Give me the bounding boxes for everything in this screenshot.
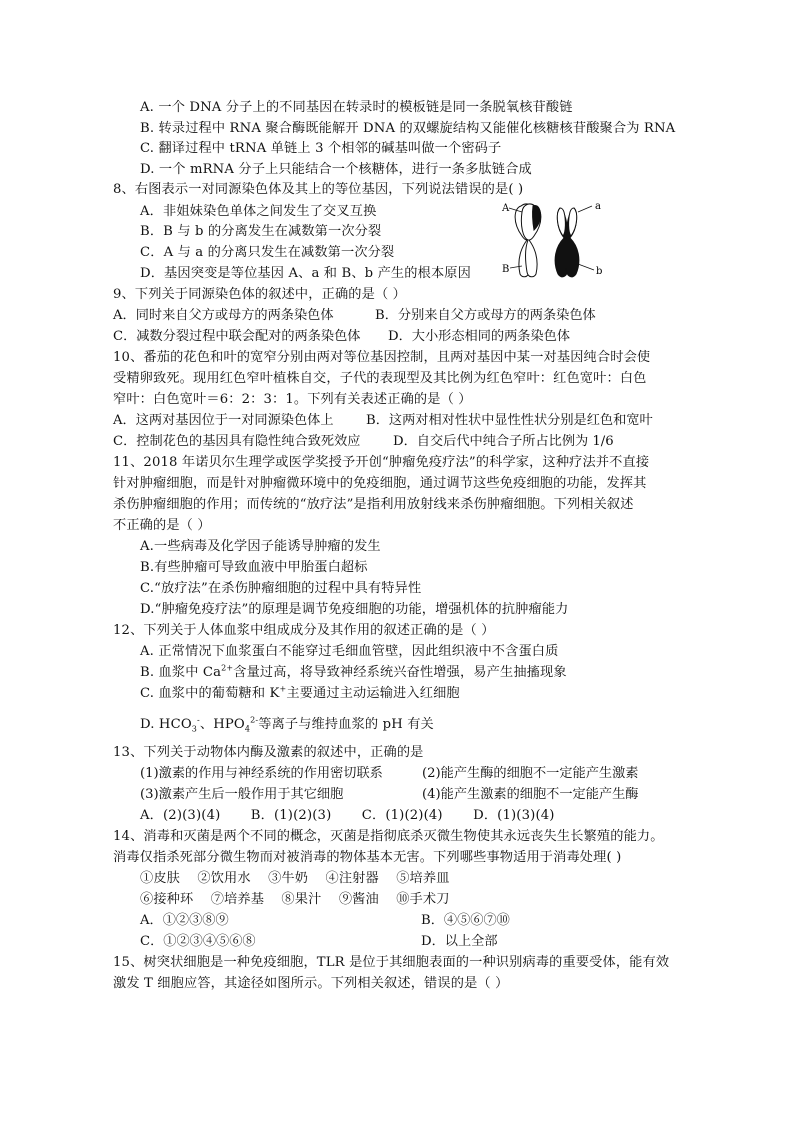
q14-items-row2: ⑥接种环 ⑦培养基 ⑧果汁 ⑨酱油 ⑩手术刀 [140, 892, 450, 907]
q13-stem: 13、下列关于动物体内酶及激素的叙述中，正确的是 [113, 745, 424, 760]
q8-option-c: C．A 与 a 的分离只发生在减数第一次分裂 [140, 245, 395, 260]
q11-stem-line1: 11、2018 年诺贝尔生理学或医学奖授予开创“肿瘤免疫疗法”的科学家，这种疗法并不直接 [113, 455, 650, 470]
q14-option-d: D．以上全部 [421, 934, 498, 949]
q13-statement-2: (2)能产生酶的细胞不一定能产生激素 [422, 766, 639, 781]
q10-stem-line3: 窄叶：白色宽叶＝6：2：3：1。下列有关表述正确的是（ ） [113, 392, 472, 407]
q7-option-c: C. 翻译过程中 tRNA 单链上 3 个相邻的碱基叫做一个密码子 [140, 141, 502, 156]
q14-stem-line2: 消毒仅指杀死部分微生物而对被消毒的物体基本无害。下列哪些事物适用于消毒处理( ) [113, 850, 622, 865]
q10-option-c: C．控制花色的基因具有隐性纯合致死效应 [113, 434, 361, 449]
q14-option-c: C．①②③④⑤⑥⑧ [140, 934, 256, 949]
q10-option-d: D．自交后代中纯合子所占比例为 1/6 [393, 434, 614, 449]
q8-option-b: B．B 与 b 的分离发生在减数第一次分裂 [140, 224, 382, 239]
q13-statement-4: (4)能产生激素的细胞不一定能产生酶 [422, 787, 639, 802]
q10-option-b: B．这两对相对性状中显性性状分别是红色和宽叶 [366, 413, 653, 428]
left-chromosome [515, 204, 541, 277]
q10-stem-line1: 10、番茄的花色和叶的宽窄分别由两对等位基因控制，且两对基因中某一对基因纯合时会使 [113, 350, 651, 365]
q12-option-b: B. 血浆中 $Ca^{2+}$含量过高，将导致神经系统兴奋性增强，易产生抽搐现象 [140, 663, 567, 680]
gene-label-b: b [596, 266, 603, 277]
q8-stem: 8、右图表示一对同源染色体及其上的等位基因，下列说法错误的是( ) [113, 182, 524, 197]
q8-option-a: A．非姐妹染色单体之间发生了交叉互换 [140, 204, 377, 219]
gene-label-B: B [502, 264, 510, 275]
q12-stem: 12、下列关于人体血浆中组成成分及其作用的叙述正确的是（ ） [113, 623, 495, 638]
q9-option-d: D．大小形态相同的两条染色体 [388, 329, 571, 344]
q9-option-c: C．减数分裂过程中联会配对的两条染色体 [113, 329, 361, 344]
q13-statement-1: (1)激素的作用与神经系统的作用密切联系 [140, 766, 383, 781]
q15-stem-line2: 激发 T 细胞应答，其途径如图所示。下列相关叙述，错误的是（ ） [113, 976, 509, 991]
q11-stem-line3: 杀伤肿瘤细胞的作用；而传统的“放疗法”是指利用放射线来杀伤肿瘤细胞。下列相关叙述 [113, 497, 634, 512]
q7-option-b: B. 转录过程中 RNA 聚合酶既能解开 DNA 的双螺旋结构又能催化核糖核苷酸聚合为 RNA [140, 121, 676, 136]
q14-stem-line1: 14、消毒和灭菌是两个不同的概念，灭菌是指彻底杀灭微生物使其永远丧失生长繁殖的能力。 [113, 829, 664, 844]
q9-option-b: B．分别来自父方或母方的两条染色体 [375, 308, 596, 323]
q12-option-c: C. 血浆中的葡萄糖和 K+主要通过主动运输进入红细胞 [140, 684, 460, 701]
q11-option-a: A.一些病毒及化学因子能诱导肿瘤的发生 [140, 539, 381, 554]
q14-option-b: B．④⑤⑥⑦⑩ [421, 913, 510, 928]
q10-stem-line2: 受精卵致死。现用红色窄叶植株自交，子代的表现型及其比例为红色窄叶：红色宽叶：白色 [113, 371, 647, 386]
q14-option-a: A．①②③⑧⑨ [140, 913, 229, 928]
q13-statement-3: (3)激素产生后一般作用于其它细胞 [140, 787, 344, 802]
q8-option-d: D．基因突变是等位基因 A、a 和 B、b 产生的根本原因 [140, 266, 471, 281]
q13-options: A．(2)(3)(4) B．(1)(2)(3) C．(1)(2)(4) D．(1)(3)(4) [140, 808, 555, 823]
q14-items-row1: ①皮肤 ②饮用水 ③牛奶 ④注射器 ⑤培养皿 [140, 871, 450, 886]
gene-label-a: a [595, 201, 601, 212]
q11-option-c: C.“放疗法”在杀伤肿瘤细胞的过程中具有特异性 [140, 581, 422, 596]
q12-option-a: A. 正常情况下血浆蛋白不能穿过毛细血管壁，因此组织液中不含蛋白质 [140, 644, 559, 659]
q11-option-b: B.有些肿瘤可导致血液中甲胎蛋白超标 [140, 560, 368, 575]
right-chromosome [555, 208, 579, 277]
q10-option-a: A．这两对基因位于一对同源染色体上 [113, 413, 334, 428]
q11-stem-line2: 针对肿瘤细胞，而是针对肿瘤微环境中的免疫细胞，通过调节这些免疫细胞的功能，发挥其 [113, 476, 647, 491]
q11-stem-line4: 不正确的是（ ） [113, 518, 211, 533]
q12-option-d: D. $HCO_3^-$、$HPO_4^{2-}$等离子与维持血浆的 pH 有关 [140, 715, 434, 734]
q15-stem-line1: 15、树突状细胞是一种免疫细胞，TLR 是位于其细胞表面的一种识别病毒的重要受体，能有效 [113, 955, 670, 970]
q11-option-d: D.“肿瘤免疫疗法”的原理是调节免疫细胞的功能，增强机体的抗肿瘤能力 [140, 602, 569, 617]
q7-option-d: D. 一个 mRNA 分子上只能结合一个核糖体，进行一条多肽链合成 [140, 162, 532, 177]
q7-option-a: A. 一个 DNA 分子上的不同基因在转录时的模板链是同一条脱氧核苷酸链 [140, 100, 573, 115]
q9-stem: 9、下列关于同源染色体的叙述中，正确的是（ ） [113, 287, 406, 302]
q9-option-a: A．同时来自父方或母方的两条染色体 [113, 308, 334, 323]
homologous-chromosome-diagram [500, 198, 620, 280]
gene-label-A: A [502, 203, 510, 214]
